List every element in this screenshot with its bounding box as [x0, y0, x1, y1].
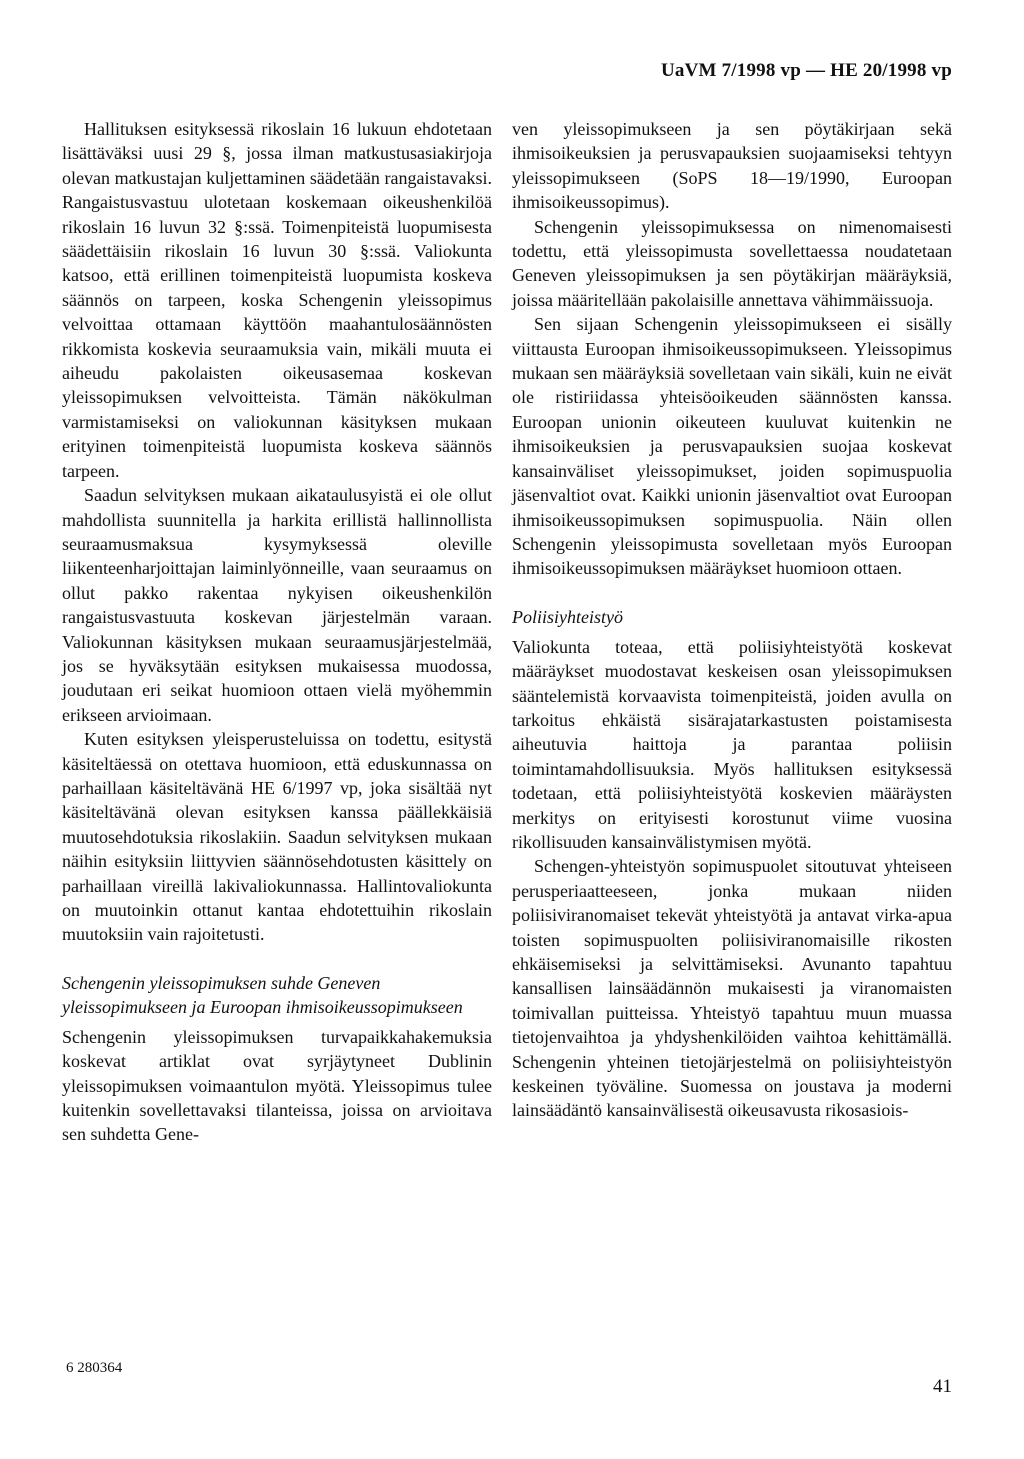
paragraph: Sen sijaan Schengenin yleissopimukseen ei sisälly viittausta Euroopan ihmisoikeussopimukseen. Yleissopimus mukaan sen määräyksiä sovelletaan vain sikäli, kuin ne eivät ole ristiriidassa yhteisöoikeuden säännösten kanssa. Euroopan unionin oikeuteen kuuluvat kuitenkin ne ihmisoikeuksien ja perusvapauksien suojaa koskevat kansainväliset yleissopimukset, joiden sopimuspuolia jäsenvaltiot ovat. Kaikki unionin jäsenvaltiot ovat Euroopan ihmisoikeussopimuksen sopimuspuolia. Näin ollen Schengenin yleissopimusta sovelletaan myös Euroopan ihmisoikeussopimuksen määräykset huomioon ottaen. [512, 314, 952, 579]
right-column [512, 117, 952, 1123]
page-number: 41 [933, 1376, 952, 1397]
paragraph: ven yleissopimukseen ja sen pöytäkirjaan sekä ihmisoikeuksien ja perusvapauksien suojaamiseksi tehtyyn yleissopimukseen (SoPS 18—19/1990, Euroopan ihmisoikeussopimus). [512, 119, 952, 213]
paragraph: Hallituksen esityksessä rikoslain 16 lukuun ehdotetaan lisättäväksi uusi 29 §, jossa ilman matkustusasiakirjoja olevan matkustajan kuljettaminen säädetään rangaistavaksi. Rangaistusvastuu ulotetaan koskemaan oikeushenkilöä rikoslain 16 luvun 32 §:ssä. Toimenpiteistä luopumisesta säädettäisiin rikoslain 16 luvun 30 §:ssä. Valiokunta katsoo, että erillinen toimenpiteistä luopumista koskeva säännös on tarpeen, koska Schengenin yleissopimus velvoittaa ottamaan käyttöön maahantulosäännösten rikkomista koskevia seuraamuksia vain, mikäli muuta ei aiheudu pakolaisten oikeusasemaa koskevan yleissopimuksen velvoitteista. Tämän näkökulman varmistamiseksi on valiokunnan käsityksen mukaan erityinen toimenpiteistä luopumista koskeva säännös tarpeen. [62, 119, 492, 481]
section-heading: Schengenin yleissopimuksen suhde Geneven yleissopimukseen ja Euroopan ihmisoikeussopimukseen [62, 972, 463, 1017]
paragraph: Valiokunta toteaa, että poliisiyhteistyötä koskevat määräykset muodostavat keskeisen osan yleissopimuksen sääntelemistä korvaavista toimenpiteistä, joiden avulla on tarkoitus ehkäistä sisärajatarkastusten poistamisesta aiheutuvia haittoja ja parantaa poliisin toimintamahdollisuuksia. Myös hallituksen esityksessä todetaan, että poliisiyhteistyötä koskevien määräysten merkitys on erityisesti korostunut viime vuosina rikollisuuden kansainvälistymisen myötä. [512, 636, 952, 852]
print-code: 6 280364 [66, 1360, 123, 1376]
paragraph: Kuten esityksen yleisperusteluissa on todettu, esitystä käsiteltäessä on otettava huomioon, että eduskunnassa on parhaillaan käsiteltävänä HE 6/1997 vp, joka sisältää nyt käsiteltävänä olevan esityksen kanssa päällekkäisiä muutosehdotuksia rikoslakiin. Saadun selvityksen mukaan näihin esityksiin liittyvien säännösehdotusten käsittely on parhaillaan vireillä lakivaliokunnassa. Hallintovaliokunta on muutoinkin ottanut kantaa ehdotettuihin rikoslain muutoksiin vain rajoitetusti. [62, 729, 492, 945]
section-heading: Poliisiyhteistyö [512, 606, 623, 627]
paragraph: Schengenin yleissopimuksen turvapaikkahakemuksia koskevat artiklat ovat syrjäytyneet Dublinin yleissopimuksen voimaantulon myötä. Yleissopimus tulee kuitenkin sovellettavaksi tilanteissa, joissa on arvioitava sen suhdetta Gene- [62, 1026, 492, 1145]
paragraph: Schengenin yleissopimuksessa on nimenomaisesti todettu, että yleissopimusta sovellettaessa noudatetaan Geneven yleissopimuksen ja sen pöytäkirjan määräyksiä, joissa määritellään pakolaisille annettava vähimmäissuoja. [512, 216, 952, 310]
paragraph: Saadun selvityksen mukaan aikataulusyistä ei ole ollut mahdollista suunnitella ja harkita erillistä hallinnollista seuraamusmaksua kysymyksessä oleville liikenteenharjoittajan laiminlyönneille, vaan seuraamus on ollut pakko rakentaa nykyisen oikeushenkilön rangaistusvastuuta koskevan järjestelmän varaan. Valiokunnan käsityksen mukaan seuraamusjärjestelmää, jos se hyväksytään esityksen mukaisessa muodossa, joudutaan eri seikat huomioon ottaen vielä myöhemmin erikseen arvioimaan. [62, 485, 492, 725]
running-head: UaVM 7/1998 vp — HE 20/1998 vp [660, 60, 952, 81]
paragraph: Schengen-yhteistyön sopimuspuolet sitoutuvat yhteiseen perusperiaatteeseen, jonka mukaan niiden poliisiviranomaiset tekevät yhteistyötä ja antavat virka-apua toisten sopimuspuolten poliisiviranomaisille rikosten ehkäisemiseksi ja selvittämiseksi. Avunanto tapahtuu kansallisen lainsäädännön mukaisesti ja viranomaisten toimivallan puitteissa. Yhteistyö tapahtuu muun muassa tietojenvaihtoa ja yhdyshenkilöiden vaihtoa kehittämällä. Schengenin yhteinen tietojärjestelmä on poliisiyhteistyön keskeinen työväline. Suomessa on joustava ja moderni lainsäädäntö kansainvälisestä oikeusavusta rikosasiois- [512, 856, 952, 1121]
left-column [62, 117, 492, 1147]
